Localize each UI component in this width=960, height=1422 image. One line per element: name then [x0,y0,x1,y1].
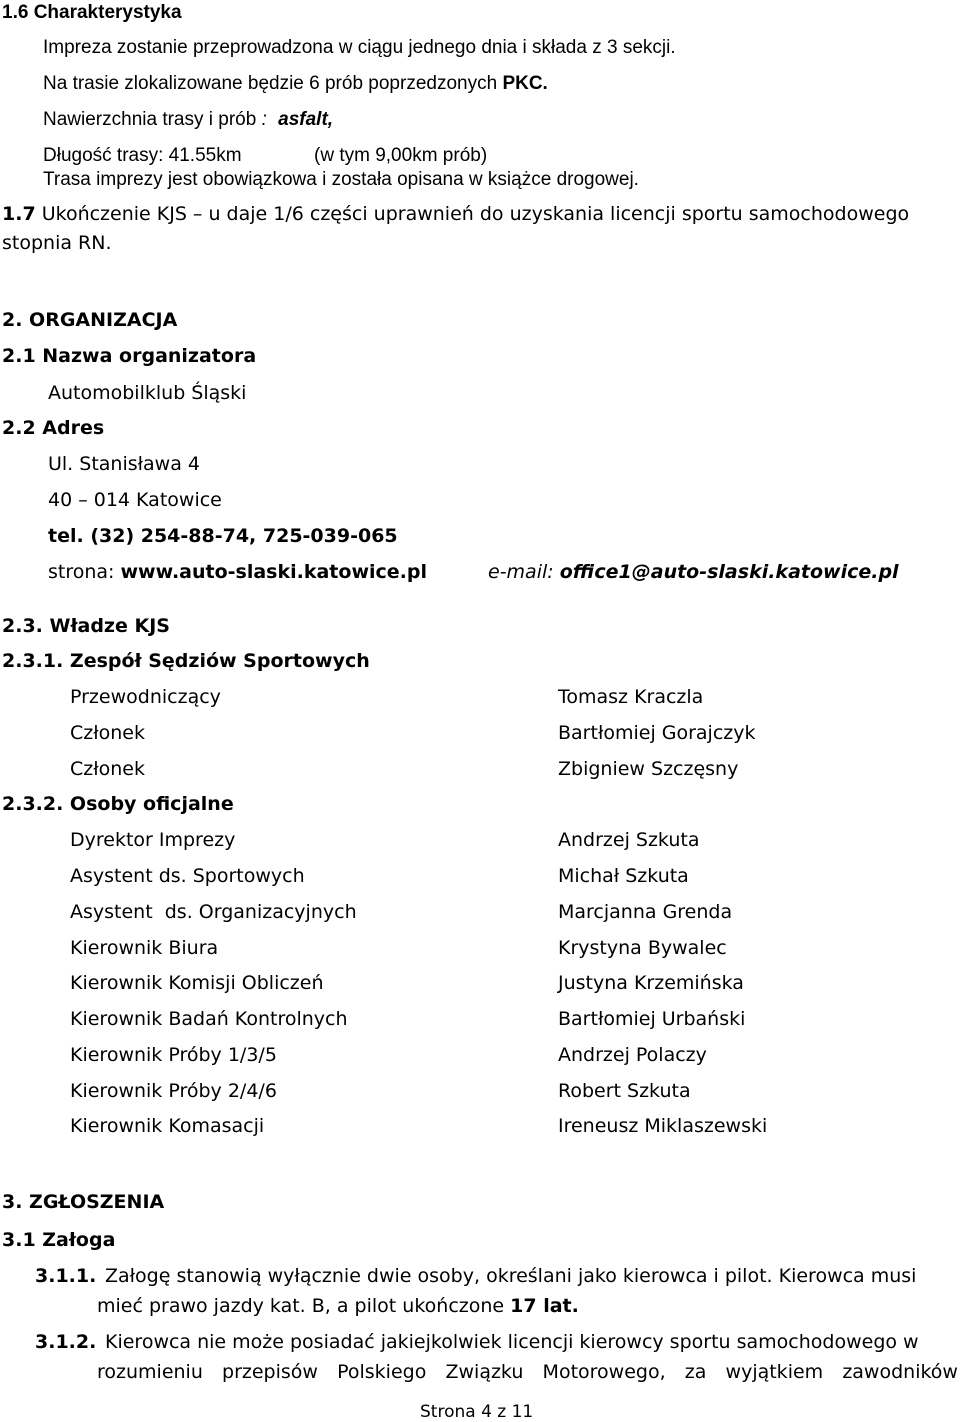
section-2-3-1-heading: 2.3.1. Zespół Sędziów Sportowych [2,650,370,672]
official-name: Michał Szkuta [558,865,689,887]
s16-line3-label: Nawierzchnia trasy i prób [43,109,257,130]
s16-line1: Impreza zostanie przeprowadzona w ciągu jednego dnia i składa z 3 sekcji. [43,37,676,58]
official-name: Krystyna Bywalec [558,937,727,959]
official-role: Kierownik Komasacji [70,1115,265,1137]
official-name: Bartłomiej Urbański [558,1008,746,1030]
justified-word: Motorowego, [542,1361,666,1383]
s16-line4a: Długość trasy: 41.55km [43,145,242,166]
s17-line1 [2,205,909,224]
section-2-2-heading: 2.2 Adres [2,417,105,439]
judge-name: Tomasz Kraczla [558,686,704,708]
page-number: Strona 4 z 11 [420,1402,534,1422]
justified-word: przepisów [222,1361,318,1383]
s16-line2 [43,74,548,93]
address-city: 40 – 014 Katowice [48,489,222,511]
phone-numbers: tel. (32) 254-88-74, 725-039-065 [48,525,398,547]
official-role: Kierownik Biura [70,937,219,959]
paragraph-3-1-1-number: 3.1.1. [35,1265,97,1287]
official-name: Ireneusz Miklaszewski [558,1115,768,1137]
justified-word: Polskiego [337,1361,427,1383]
paragraph-3-1-2-line2 [97,1363,958,1382]
s16-line3-value: asfalt, [278,109,334,130]
judge-role: Członek [70,758,145,780]
s16-line2-pkc: PKC. [502,73,548,94]
section-2-1-heading: 2.1 Nazwa organizatora [2,345,257,367]
official-role: Asystent ds. Organizacyjnych [70,901,357,923]
section-3-1-heading: 3.1 Załoga [2,1229,116,1251]
judge-name: Zbigniew Szczęsny [558,758,739,780]
paragraph-3-1-1-age: 17 lat. [510,1295,579,1317]
email-label: e-mail: [488,561,560,583]
s16-line2-text: Na trasie zlokalizowane będzie 6 prób poprzedzonych [43,73,503,94]
justified-word: rozumieniu [97,1361,203,1383]
paragraph-3-1-1-line1: Załogę stanowią wyłącznie dwie osoby, określani jako kierowca i pilot. Kierowca musi [105,1265,917,1287]
email-link[interactable]: office1@auto-slaski.katowice.pl [559,561,899,583]
official-role: Asystent ds. Sportowych [70,865,305,887]
s17-text1: Ukończenie KJS – u daje 1/6 części uprawnień do uzyskania licencji sportu samochodowego [35,203,910,225]
paragraph-3-1-1-line2-text: mieć prawo jazdy kat. B, a pilot ukończone [97,1295,511,1317]
s17-number: 1.7 [2,203,36,225]
s16-line5: Trasa imprezy jest obowiązkowa i została opisana w książce drogowej. [43,169,639,190]
s16-line3-colon: : [256,109,273,130]
s16-line3 [43,110,333,129]
s16-line4b: (w tym 9,00km prób) [314,145,488,166]
s17-line2: stopnia RN. [2,232,112,254]
address-street: Ul. Stanisława 4 [48,453,200,475]
paragraph-3-1-2-number: 3.1.2. [35,1331,97,1353]
section-2-3-2-heading: 2.3.2. Osoby oficjalne [2,793,234,815]
section-2-3-heading: 2.3. Władze KJS [2,615,170,637]
official-role: Kierownik Komisji Obliczeń [70,972,324,994]
official-name: Justyna Krzemińska [558,972,744,994]
official-name: Andrzej Polaczy [558,1044,707,1066]
official-name: Robert Szkuta [558,1080,691,1102]
section-2-heading: 2. ORGANIZACJA [2,309,178,331]
official-role: Kierownik Próby 1/3/5 [70,1044,277,1066]
justified-word: Związku [445,1361,524,1383]
website-label: strona: [48,561,121,583]
organizer-name: Automobilklub Śląski [48,382,247,404]
paragraph-3-1-1-line2 [97,1297,579,1316]
paragraph-3-1-2-line1: Kierowca nie może posiadać jakiejkolwiek licencji kierowcy sportu samochodowego w [105,1331,919,1353]
official-role: Kierownik Badań Kontrolnych [70,1008,348,1030]
website-link[interactable]: www.auto-slaski.katowice.pl [120,561,427,583]
section-3-heading: 3. ZGŁOSZENIA [2,1191,165,1213]
justified-word: wyjątkiem [725,1361,824,1383]
email-line [488,563,899,582]
judge-role: Przewodniczący [70,686,221,708]
judge-role: Członek [70,722,145,744]
official-role: Dyrektor Imprezy [70,829,236,851]
justified-word: za [684,1361,707,1383]
official-name: Andrzej Szkuta [558,829,700,851]
official-role: Kierownik Próby 2/4/6 [70,1080,277,1102]
official-name: Marcjanna Grenda [558,901,733,923]
justified-word: zawodników [842,1361,958,1383]
section-1-6-heading: 1.6 Charakterystyka [2,2,182,23]
judge-name: Bartłomiej Gorajczyk [558,722,756,744]
website-line [48,563,427,582]
